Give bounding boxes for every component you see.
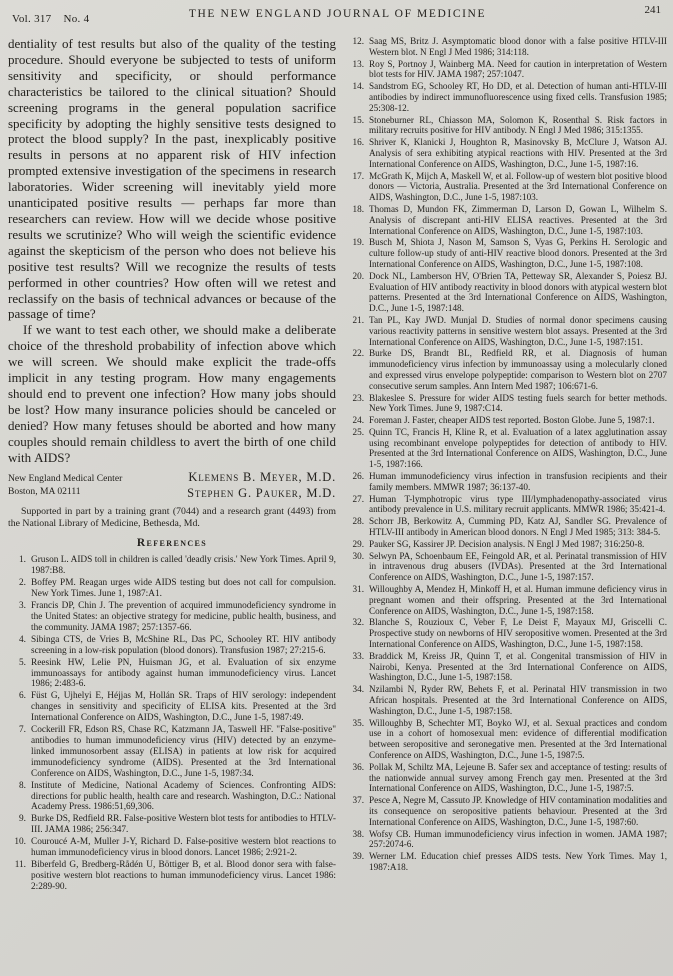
article-paragraph-2: If we want to test each other, we should make a deliberate choice of the threshold probability of infection above which we will screen. We should make explicit the trade-offs implicit in any testing program. How many engagements should end to prevent one infection? How many jobs should be lost? How many insurance policies should be canceled or denied? How many fetuses should be aborted and how many couples should remain childless to avert the birth of one child with AIDS? [8,322,336,465]
reference-number: 19. [352,237,364,248]
reference-number: 7. [19,725,26,736]
reference-item [346,584,667,616]
left-column [8,36,336,894]
right-column [346,36,667,894]
reference-item [346,762,667,794]
reference-item [8,635,336,657]
reference-text: Gruson L. AIDS toll in children is called 'deadly crisis.' New York Times. April 9, 1987:B8. [31,555,336,577]
reference-text: Selwyn PA, Schoenbaum EE, Feingold AR, et al. Perinatal transmission of HIV in intravenous drug abusers (IVDAs). Presented at the 3rd International Conference on AIDS, Washington, D.C., June 1-5, 1987:157. [369,550,667,583]
reference-text: Saag MS, Britz J. Asymptomatic blood donor with a false positive HTLV-III Western blot. N Engl J Med 1986; 314:118. [369,36,667,57]
reference-number: 9. [19,814,26,825]
reference-item [346,617,667,649]
reference-number: 31. [352,584,364,595]
reference-text: Braddick M, Kreiss JR, Quinn T, et al. Congenital transmission of HIV in Nairobi, Kenya. Presented at the 3rd International Conference on AIDS, Washington, D.C., June 1-5, 1987:158. [369,650,667,683]
reference-item [346,237,667,269]
reference-number: 39. [352,851,364,862]
reference-text: Reesink HW, Lelie PN, Huisman JG, et al. Evaluation of six enzyme immunoassays for antibody against human immunodeficiency virus. Lancet 1986; 2:483-6. [31,657,336,690]
author-affiliation [8,473,122,498]
reference-text: Pauker SG, Kassirer JP. Decision analysis. N Engl J Med 1987; 316:250-8. [369,538,645,549]
reference-number: 27. [352,493,364,504]
reference-text: Shriver K, Klanicki J, Houghton R, Masinovsky B, McClure J, Watson AJ. Analysis of sera exhibiting atypical reactions with HIV. Presented at the 3rd International Conference on AIDS, Washington, D.C., June 1-5, 1987:16. [369,137,667,169]
reference-number: 35. [352,717,364,728]
reference-text: Quinn TC, Francis H, Kline R, et al. Evaluation of a latex agglutination assay using recombinant envelope polypeptides for detection of antibody to HIV. Presented at the 3rd International Conference on AIDS, Washington, D.C., June 1-5, 1987:166. [369,426,667,470]
reference-text: Foreman J. Faster, cheaper AIDS test reported. Boston Globe. June 5, 1987:1. [369,415,655,426]
reference-item [346,851,667,873]
reference-text: Pollak M, Schiltz MA, Lejeune B. Safer sex and acceptance of testing: results of the nationwide annual survey among French gay men. Presented at the 3rd International Conference on AIDS, Washington, D.C., June 1-5, 1987:5. [369,761,667,794]
affiliation-line-2: Boston, MA 02111 [8,485,81,497]
reference-item [346,471,667,493]
reference-text: Willoughby B, Schechter MT, Boyko WJ, et al. Sexual practices and condom use in a cohort of homosexual men: evidence of differential modification between seropositive and seronegative men. Presented at the 3rd International Conference on AIDS, Washington, D.C., June 1-5, 1987:5. [369,717,667,760]
reference-text: Busch M, Shiota J, Nason M, Samson S, Vyas G, Perkins H. Serologic and culture follow-up study of anti-HIV reactive blood donors. Presented at the 3rd International Conference on AIDS, Washington, D.C., June 1-5, 1987:108. [369,237,667,269]
reference-item [346,494,667,516]
reference-number: 3. [19,601,26,612]
reference-item [346,137,667,169]
reference-number: 16. [352,137,364,148]
reference-text: Cockerill FR, Edson RS, Chase RC, Katzmann JA, Taswell HF. "False-positive" antibodies to human immunodeficiency virus (HIV) detected by an enzyme-linked immunosorbent assay (ELISA) in patients at low risk for acquired immunodeficiency syndrome (AIDS). Presented at the 3rd International Conference on AIDS, Washington, D.C., June 1-5, 1987:34. [31,725,336,779]
reference-number: 21. [352,314,364,325]
reference-item [346,171,667,203]
reference-item [346,36,667,58]
reference-item [346,427,667,470]
reference-text: Pesce A, Negre M, Cassuto JP. Knowledge of HIV contamination modalities and its consequence on seropositive patients behaviour. Presented at the 3rd International Conference on AIDS, Washington, D.C., June 1-5, 1987:60. [369,795,667,827]
reference-item [346,59,667,81]
reference-item [346,393,667,415]
reference-item [346,718,667,761]
author-name-1: Klemens B. Meyer, M.D. [188,470,336,485]
reference-item [8,658,336,691]
reference-number: 20. [352,270,364,281]
reference-item [346,271,667,314]
reference-item [346,81,667,113]
reference-item [8,555,336,577]
volume-label: Vol. 317 [12,13,52,25]
reference-text: Blakeslee S. Pressure for wider AIDS testing fuels search for better methods. New York Times. June 9, 1987:C14. [369,392,667,414]
reference-text: Willoughby A, Mendez H, Minkoff H, et al. Human immune deficiency virus in pregnant women and their offspring. Presented at the 3rd International Conference on AIDS, Washington, D.C., June 1-5, 1987:158. [369,584,667,616]
reference-item [346,348,667,391]
reference-text: Stoneburner RL, Chiasson MA, Solomon K, Rosenthal S. Risk factors in military recruits positive for HIV antibody. N Engl J Med 1986; 315:1355. [369,114,667,136]
reference-item [8,781,336,814]
reference-number: 36. [352,761,364,772]
reference-text: Wofsy CB. Human immunodeficiency virus infection in women. JAMA 1987; 257:2074-6. [369,828,667,850]
reference-item [8,601,336,634]
reference-item [346,415,667,426]
reference-number: 30. [352,550,364,561]
references-list-left [8,555,336,892]
reference-number: 17. [352,170,364,181]
reference-number: 2. [19,578,26,589]
reference-number: 22. [352,348,364,359]
reference-text: Roy S, Portnoy J, Wainberg MA. Need for caution in interpretation of Western blot tests for HIV. JAMA 1987; 257:1047. [369,58,667,80]
reference-text: Human immunodeficiency virus infection in transfusion recipients and their family members. MMWR 1987; 36:137-40. [369,471,667,492]
reference-number: 24. [352,415,364,426]
reference-number: 15. [352,114,364,125]
reference-text: Schorr JB, Berkowitz A, Cumming PD, Katz AJ, Sandler SG. Prevalence of HTLV-III antibody in American blood donors. N Engl J Med 1985; 313: 384-5. [369,516,667,538]
reference-number: 23. [352,392,364,403]
reference-number: 1. [19,555,26,566]
reference-text: Francis DP, Chin J. The prevention of acquired immunodeficiency syndrome in the United States: an objective strategy for medicine, public health, business, and the community. JAMA 1987; 257:1357-66. [31,601,336,633]
reference-item [346,551,667,583]
reference-number: 26. [352,471,364,482]
reference-text: McGrath K, Mijch A, Maskell W, et al. Follow-up of western blot positive blood donors — Victoria, Australia. Presented at the 3rd International Conference on AIDS, Washington, D.C., June 1-5, 1987:103. [369,170,667,203]
reference-item [8,725,336,780]
affiliation-line-1: New England Medical Center [8,473,123,485]
reference-text: Institute of Medicine, National Academy of Sciences. Confronting AIDS: directions for public health, health care and research. Washington, D.C.: National Academy Press. 1986:51,69,306. [31,780,336,813]
reference-item [346,204,667,236]
reference-item [346,684,667,716]
reference-number: 13. [352,58,364,69]
reference-text: Biberfeld G, Bredberg-Rådén U, Böttiger B, et al. Blood donor sera with false-positive western blot reactions to human immunodeficiency virus. Lancet 1986: 2:289-90. [31,859,336,892]
signature-block [8,470,336,501]
reference-number: 14. [352,81,364,92]
author-name-2: Stephen G. Pauker, M.D. [187,485,336,500]
reference-text: Burke DS, Brandt BL, Redfield RR, et al. Diagnosis of human immunodeficiency virus infection by immunoassay using a molecularly cloned and expressed virus envelope polypeptide: comparison to Western blot on 2707 consecutive serum samples. Ann Intern Med 1987; 106:671-6. [369,348,667,391]
reference-item [346,516,667,538]
reference-text: Werner LM. Education chief presses AIDS tests. New York Times. May 1, 1987:A18. [369,851,667,872]
reference-text: Burke DS, Redfield RR. False-positive Western blot tests for antibodies to HTLV-III. JAMA 1986; 256:347. [31,814,336,836]
reference-item [346,829,667,851]
reference-item [346,115,667,137]
reference-item [346,315,667,347]
reference-item [8,578,336,600]
reference-text: Boffey PM. Reagan urges wide AIDS testing but does not call for compulsion. New York Times. June 1, 1987:A1. [31,578,336,600]
references-list-right [346,36,667,873]
reference-number: 38. [352,828,364,839]
reference-text: Dock NL, Lamberson HV, O'Brien TA, Petteway SR, Alexander S, Poiesz BJ. Evaluation of HIV antibody reactivity in blood donors with atypical western blot patterns. Presented at the 3rd International Conference on AIDS, Washington, D.C., June 1-5, 1987:148. [369,270,667,314]
reference-item [8,691,336,724]
support-note: Supported in part by a training grant (7044) and a research grant (4493) from the National Library of Medicine, Bethesda, Md. [8,506,336,530]
reference-text: Sandstrom EG, Schooley RT, Ho DD, et al. Detection of human anti-HTLV-III antibodies by indirect immunofluorescence using fixed cells. Transfusion 1985; 25:308-12. [369,81,667,113]
reference-text: Nzilambi N, Ryder RW, Behets F, et al. Perinatal HIV transmission in two African hospitals. Presented at the 3rd International Conference on AIDS, Washington, D.C., June 1-5, 1987:158. [369,684,667,716]
reference-text: Human T-lymphotropic virus type III/lymphadenopathy-associated virus antibody prevalence in U.S. military recruit applicants. MMWR 1986; 35:421-4. [369,493,667,515]
reference-number: 18. [352,203,364,214]
journal-title: THE NEW ENGLAND JOURNAL OF MEDICINE [188,8,487,20]
article-paragraph-1: dentiality of test results but also of the quality of the testing procedure. Should everyone be subjected to tests of uniform sensitivity and specificity, or should performance characteristics be tailored to the clinical situation? Should screening programs in the general population sacrifice specificity by adopting the highly sensitive tests designed to protect the blood supply? In the past, inexplicably positive results in persons at no apparent risk of HIV infection prompted extensive investigation of the specimens in research laboratories. Wider screening will inevitably yield more unanticipated positive results — perhaps far more than researchers can review. How will we decide whose positive results we scrutinize? Who will weigh the scientific evidence against the skepticism of the person who does not believe his positive test results? Will we recognize the results of tests performed in other countries? How often will we retest and reclassify on the basis of technical advances or because of the passage of time? [8,36,336,322]
reference-number: 34. [352,684,364,695]
reference-number: 28. [352,516,364,527]
reference-number: 10. [14,837,26,848]
reference-number: 33. [352,650,364,661]
reference-number: 11. [14,859,26,870]
reference-text: Couroucé A-M, Muller J-Y, Richard D. False-positive western blot reactions to human immunodeficiency virus in blood donors. Lancet 1986; 2:921-2. [31,837,336,859]
reference-number: 29. [352,538,364,549]
reference-text: Blanche S, Rouzioux C, Veber F, Le Deist F, Mayaux MJ, Griscelli C. Prospective study on newborns of HIV seropositive women. Presented at the 3rd International Conference on AIDS, Washington, D.C., June 1-5, 1987:158. [369,617,667,650]
page-header [8,4,667,28]
reference-number: 8. [19,780,26,791]
reference-item [8,837,336,859]
reference-number: 37. [352,795,364,806]
page-number: 241 [644,4,661,16]
author-names [187,470,336,501]
reference-text: Sibinga CTS, de Vries B, McShine RL, Das PC, Schooley RT. HIV antibody screening in a low-risk population (blood donors). Transfusion 1987; 27:215-6. [31,634,336,656]
reference-number: 6. [19,691,26,702]
reference-item [8,814,336,836]
reference-text: Füst G, Ujhelyi E, Héjjas M, Hollán SR. Traps of HIV serology: independent changes in sensitivity and specificity of ELISA kits. Presented at the 3rd International Conference on AIDS, Washington, D.C., June 1-5, 1987:49. [31,691,336,724]
reference-number: 25. [352,426,364,437]
reference-number: 4. [19,634,26,645]
references-heading: References [136,537,208,550]
reference-item [346,651,667,683]
reference-item [346,539,667,550]
reference-number: 32. [352,617,364,628]
reference-text: Tan PL, Kay JWD. Munjal D. Studies of normal donor specimens causing various reactivity patterns in sensitive western blot assays. Presented at the 3rd International Conference on AIDS, Washington, D.C., June 1-5, 1987:151. [369,314,667,347]
reference-item [8,860,336,893]
issue-label: No. 4 [63,13,90,25]
reference-text: Thomas D, Mundon FK, Zimmerman D, Larson D, Gowan L, Wilhelm S. Analysis of discrepant anti-HIV ELISA reactives. Presented at the 3rd International Conference on AIDS, Washington, D.C., June 1-5, 1987:103. [369,203,667,236]
reference-number: 12. [352,36,364,46]
two-column-layout [8,36,667,894]
reference-number: 5. [19,657,26,668]
reference-item [346,795,667,827]
